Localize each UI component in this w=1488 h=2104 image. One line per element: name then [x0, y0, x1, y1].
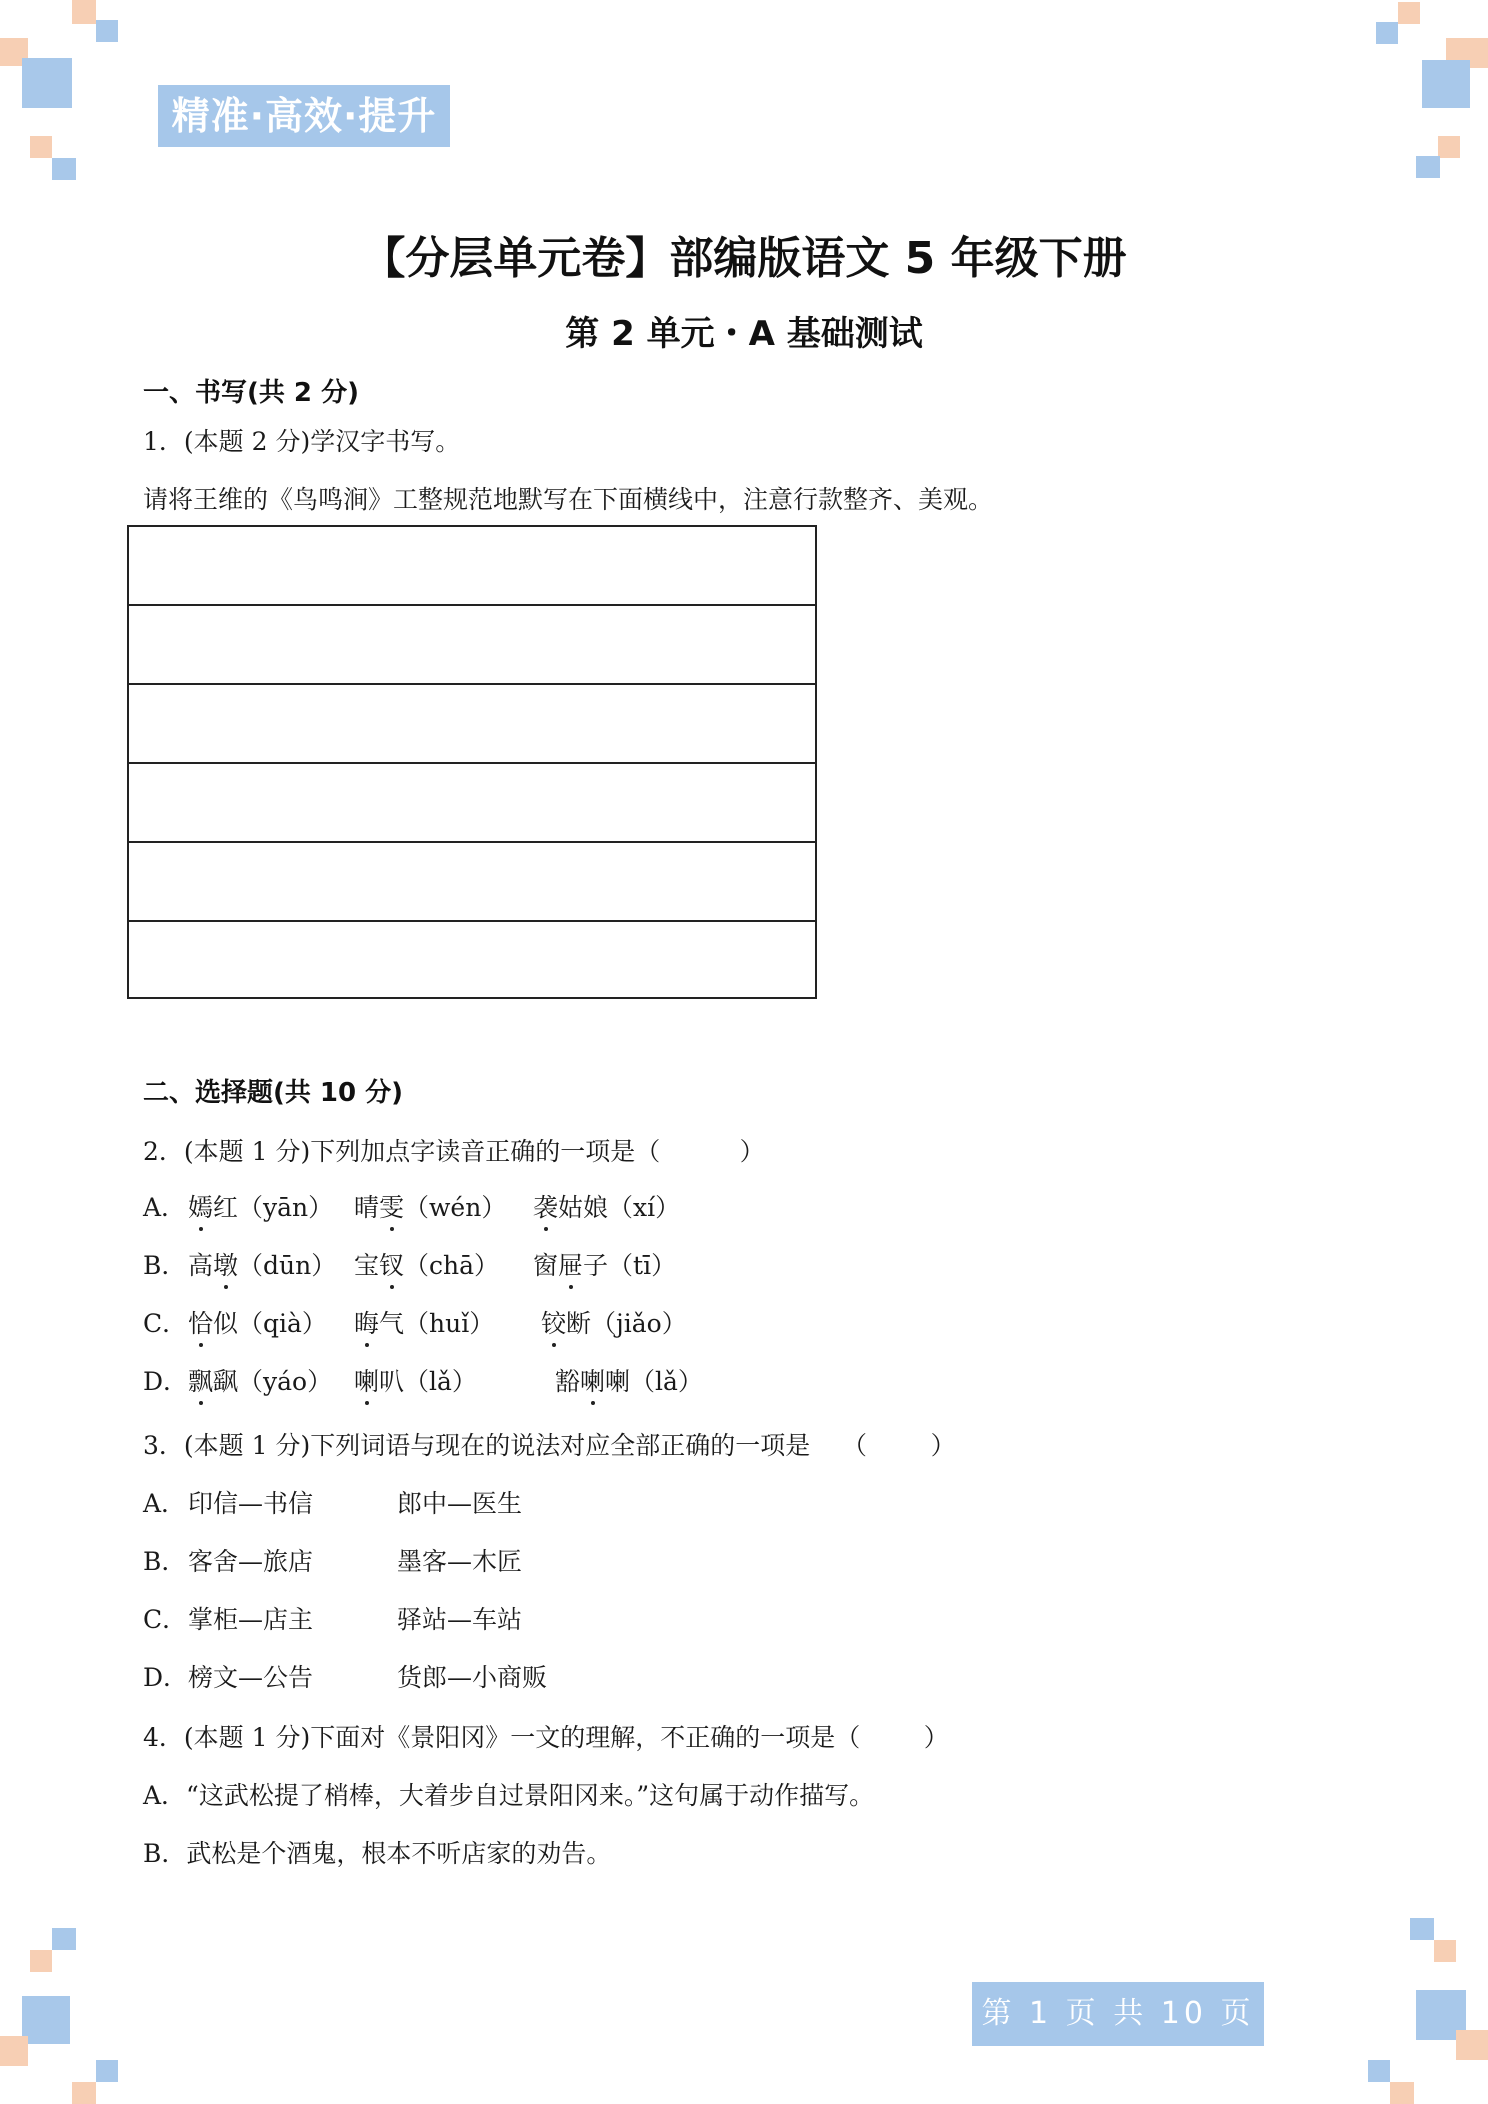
option-pair-1: 印信—书信 — [188, 1489, 314, 1518]
page-indicator: 第 1 页 共 10 页 — [972, 1982, 1264, 2046]
question-3-option-d[interactable] — [143, 1658, 1243, 1692]
dotted-character: 喇 — [354, 1362, 379, 1398]
brand-banner: 精准·高效·提升 — [158, 85, 450, 147]
page-subtitle: 第 2 单元・A 基础测试 — [565, 314, 923, 354]
option-word: 喇叭（lǎ） — [354, 1362, 477, 1398]
question-2-option-d[interactable] — [143, 1362, 1243, 1396]
writing-line[interactable] — [129, 843, 815, 922]
option-word: 飘飖（yáo） — [188, 1362, 332, 1398]
section-heading-writing: 一、书写(共 2 分) — [143, 378, 359, 408]
dotted-character: 铰 — [541, 1304, 566, 1340]
option-word: 晦气（huǐ） — [354, 1304, 494, 1340]
option-word: 嫣红（yān） — [188, 1188, 333, 1224]
dotted-character: 嫣 — [188, 1188, 213, 1224]
question-4-option-b[interactable]: B．武松是个酒鬼，根本不听店家的劝告。 — [143, 1839, 612, 1868]
dotted-character: 墩 — [213, 1246, 238, 1282]
option-label: B． — [143, 1251, 187, 1280]
writing-line[interactable] — [129, 764, 815, 843]
question-3: 3．(本题 1 分)下列词语与现在的说法对应全部正确的一项是 （ ） — [143, 1431, 956, 1460]
option-pair-2: 货郎—小商贩 — [397, 1663, 548, 1692]
option-pair-1: 掌柜—店主 — [188, 1605, 314, 1634]
option-label: A． — [143, 1193, 187, 1222]
dotted-character: 喇 — [580, 1362, 605, 1398]
question-3-option-c[interactable] — [143, 1600, 1243, 1634]
question-1: 1．(本题 2 分)学汉字书写。 — [143, 427, 461, 456]
section-heading-choice: 二、选择题(共 10 分) — [143, 1078, 404, 1108]
question-2-option-c[interactable] — [143, 1304, 1243, 1338]
option-word: 铰断（jiǎo） — [541, 1304, 687, 1340]
option-pair-2: 驿站—车站 — [397, 1605, 523, 1634]
dotted-character: 晦 — [354, 1304, 379, 1340]
question-2: 2．(本题 1 分)下列加点字读音正确的一项是（ ） — [143, 1137, 765, 1166]
dotted-character: 袭 — [533, 1188, 558, 1224]
page-title: 【分层单元卷】部编版语文 5 年级下册 — [361, 233, 1127, 284]
question-3-option-b[interactable] — [143, 1542, 1243, 1576]
option-word: 晴雯（wén） — [354, 1188, 506, 1224]
option-label: B． — [143, 1547, 187, 1576]
option-label: D． — [143, 1367, 189, 1396]
option-word: 高墩（dūn） — [188, 1246, 336, 1282]
dotted-character: 恰 — [188, 1304, 213, 1340]
option-label: D． — [143, 1663, 189, 1692]
question-3-option-a[interactable] — [143, 1484, 1243, 1518]
question-4: 4．(本题 1 分)下面对《景阳冈》一文的理解，不正确的一项是（ ） — [143, 1723, 949, 1752]
option-label: A． — [143, 1489, 187, 1518]
option-word: 豁喇喇（lǎ） — [555, 1362, 703, 1398]
option-pair-2: 墨客—木匠 — [397, 1547, 523, 1576]
option-word: 宝钗（chā） — [354, 1246, 499, 1282]
question-4-option-a[interactable]: A．“这武松提了梢棒，大着步自过景阳冈来。”这句属于动作描写。 — [143, 1781, 875, 1810]
question-1-instruction: 请将王维的《鸟鸣涧》工整规范地默写在下面横线中，注意行款整齐、美观。 — [143, 485, 994, 514]
dotted-character: 钗 — [379, 1246, 404, 1282]
dotted-character: 飘 — [188, 1362, 213, 1398]
option-label: C． — [143, 1309, 188, 1338]
writing-line[interactable] — [129, 922, 815, 1001]
question-2-option-b[interactable] — [143, 1246, 1243, 1280]
option-label: C． — [143, 1605, 188, 1634]
writing-line[interactable] — [129, 685, 815, 764]
dotted-character: 雯 — [379, 1188, 404, 1224]
option-word: 袭姑娘（xí） — [533, 1188, 680, 1224]
option-pair-1: 客舍—旅店 — [188, 1547, 314, 1576]
writing-line[interactable] — [129, 606, 815, 685]
option-word: 恰似（qià） — [188, 1304, 327, 1340]
dotted-character: 屉 — [558, 1246, 583, 1282]
option-pair-2: 郎中—医生 — [397, 1489, 523, 1518]
option-word: 窗屉子（tī） — [533, 1246, 676, 1282]
question-2-option-a[interactable] — [143, 1188, 1243, 1222]
writing-grid[interactable] — [127, 525, 817, 999]
writing-line[interactable] — [129, 527, 815, 606]
option-pair-1: 榜文—公告 — [188, 1663, 314, 1692]
